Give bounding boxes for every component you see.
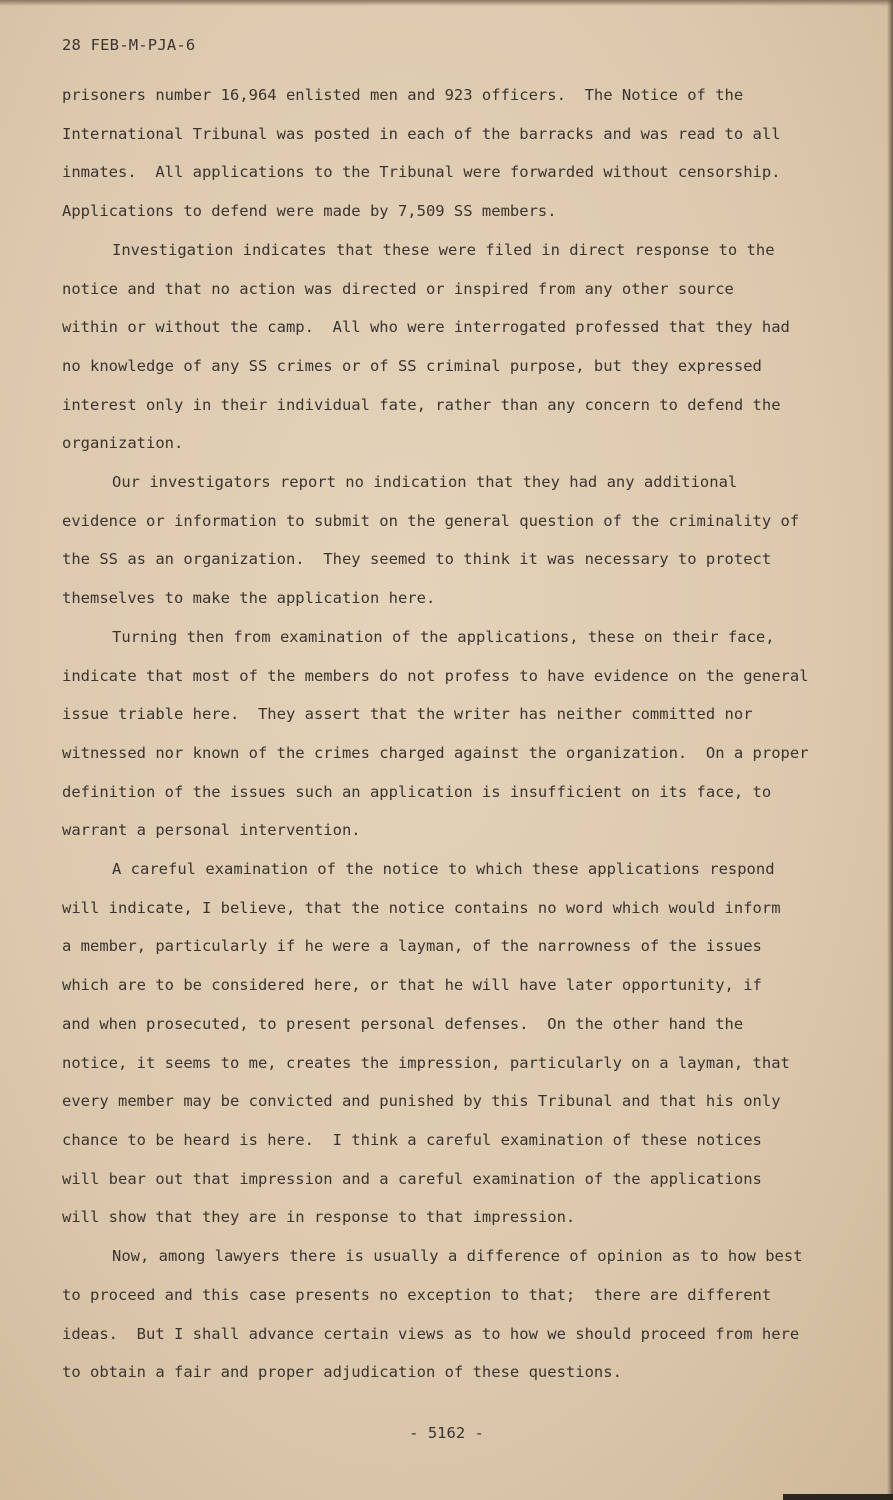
text-line: notice, it seems to me, creates the impression, particularly on a layman, that (62, 1053, 790, 1072)
text-line: ideas. But I shall advance certain views as to how we should proceed from here (62, 1324, 800, 1343)
text-line: and when prosecuted, to present personal defenses. On the other hand the (62, 1014, 744, 1033)
page-edge-right (887, 0, 893, 1500)
text-line: interest only in their individual fate, rather than any concern to defend the (62, 395, 781, 414)
text-line: will show that they are in response to that impression. (62, 1208, 576, 1227)
text-line: notice and that no action was directed or inspired from any other source (62, 279, 734, 298)
text-line: Now, among lawyers there is usually a difference of opinion as to how best (112, 1247, 803, 1266)
page-header: 28 FEB-M-PJA-6 (62, 36, 196, 54)
text-line: definition of the issues such an application is insufficient on its face, to (62, 782, 772, 801)
text-line: Our investigators report no indication that they had any additional (112, 473, 738, 492)
text-line: a member, particularly if he were a layman, of the narrowness of the issues (62, 937, 762, 956)
text-line: evidence or information to submit on the general question of the criminality of (62, 511, 800, 530)
text-line: chance to be heard is here. I think a careful examination of these notices (62, 1130, 762, 1149)
text-line: organization. (62, 434, 184, 453)
page-number: - 5162 - (409, 1424, 484, 1442)
text-line: will indicate, I believe, that the notice contains no word which would inform (62, 898, 781, 917)
text-line: will bear out that impression and a careful examination of the applications (62, 1169, 762, 1188)
text-line: to proceed and this case presents no exception to that; there are different (62, 1285, 772, 1304)
text-line: no knowledge of any SS crimes or of SS criminal purpose, but they expressed (62, 356, 762, 375)
text-line: Investigation indicates that these were filed in direct response to the (112, 240, 775, 259)
text-line: Applications to defend were made by 7,509 SS members. (62, 202, 557, 221)
text-line: within or without the camp. All who were interrogated professed that they had (62, 318, 790, 337)
text-line: International Tribunal was posted in each of the barracks and was read to all (62, 124, 781, 143)
text-line: which are to be considered here, or that he will have later opportunity, if (62, 976, 762, 995)
text-line: the SS as an organization. They seemed to think it was necessary to protect (62, 550, 772, 569)
text-line: Turning then from examination of the applications, these on their face, (112, 627, 775, 646)
text-line: inmates. All applications to the Tribunal were forwarded without censorship. (62, 163, 781, 182)
text-line: issue triable here. They assert that the writer has neither committed nor (62, 705, 753, 724)
page-edge-top (0, 0, 893, 6)
text-line: A careful examination of the notice to which these applications respond (112, 860, 775, 879)
page-corner-shadow (783, 1494, 893, 1500)
text-line: witnessed nor known of the crimes charged against the organization. On a proper (62, 743, 809, 762)
text-line: themselves to make the application here. (62, 589, 436, 608)
text-line: every member may be convicted and punished by this Tribunal and that his only (62, 1092, 781, 1111)
text-line: indicate that most of the members do not profess to have evidence on the general (62, 666, 809, 685)
document-body (62, 76, 852, 1392)
text-line: to obtain a fair and proper adjudication of these questions. (62, 1363, 622, 1382)
text-line: warrant a personal intervention. (62, 821, 361, 840)
text-line: prisoners number 16,964 enlisted men and 923 officers. The Notice of the (62, 86, 744, 104)
